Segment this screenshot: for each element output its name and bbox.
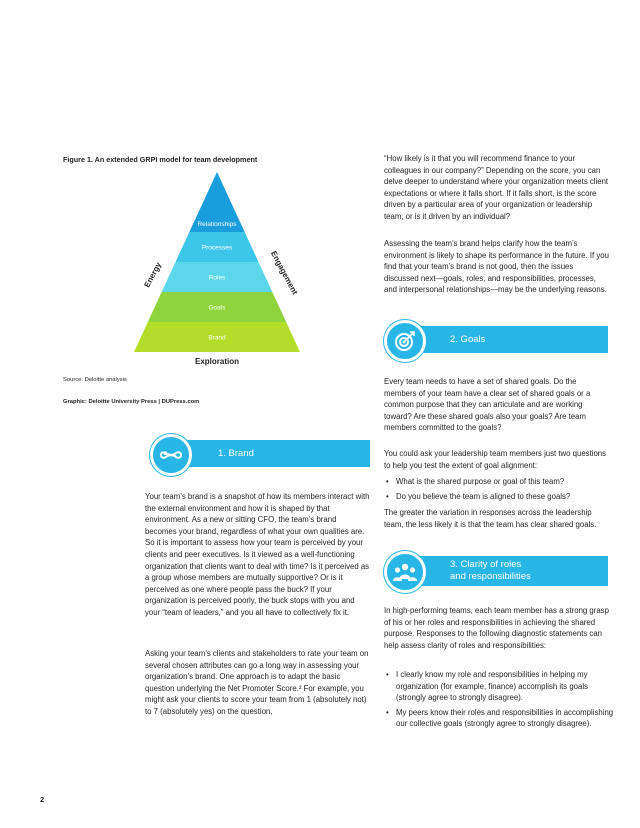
- list-item: • My peers know their roles and responsibilities in accomplishing our collective goals (strongly agree to strongly disagree).: [396, 707, 619, 730]
- goals-paragraph-3: The greater the variation in responses across the leadership team, the less likely it is that the team has clear shared goals.: [384, 508, 597, 529]
- page-number: 2: [40, 795, 45, 804]
- axis-label-exploration: Exploration: [194, 357, 240, 366]
- roles-paragraph-1: In high-performing teams, each team member has a strong grasp of his or her roles and responsibilities in achieving the shared purpose. Responses to the following diagnostic statements can help assess clarity of roles and responsibilities:: [384, 606, 609, 650]
- figure-source: Source: Deloitte analysis: [63, 377, 127, 383]
- pyramid-label-processes: Processes: [201, 244, 233, 252]
- brand-continued-paragraph: “How likely is it that you will recommend finance to your colleagues in our company?” Depending on the score, you can delve deeper to understand where your organization meets client expectations or where it falls short. If it falls short, is the score driven by a particular area of your organization or leadership team, or is it driven by an individual?: [384, 154, 609, 221]
- brand-assessment-paragraph: Assessing the team’s brand helps clarify how the team’s environment is likely to shape its performance in the future. If you find that your team’s brand is not good, then the issues discussed next—goals, roles, and responsibilities, processes, and interpersonal relationships—may be the underlying reasons.: [384, 239, 609, 295]
- brand-heading: 1. Brand: [218, 448, 254, 459]
- goals-banner: [398, 326, 608, 353]
- infinity-icon: [159, 448, 183, 462]
- roles-icon-circle: [384, 551, 426, 593]
- pyramid-label-relationships: Relationships: [197, 221, 237, 228]
- goals-bullet-list: [386, 476, 619, 505]
- goals-icon-circle: [384, 320, 426, 362]
- pyramid-label-brand: Brand: [208, 334, 226, 342]
- figure-title: Figure 1. An extended GRPI model for team development: [63, 155, 258, 164]
- team-icon: [392, 561, 418, 583]
- goals-paragraph-1: Every team needs to have a set of shared goals. Do the members of your team have a clear set of shared goals or a common purpose that they can articulate and are working toward? Are these shared goals also your goals? Are team members committed to the goals?: [384, 377, 591, 433]
- axis-label-energy: Energy: [142, 260, 164, 289]
- axis-label-engagement: Engagement: [268, 249, 300, 297]
- roles-bullet-list: [386, 669, 619, 733]
- pyramid-label-roles: Roles: [208, 274, 226, 282]
- brand-paragraph-1: Your team’s brand is a snapshot of how its members interact with the external environment and how it is shaped by that environment. As a new or sitting CFO, the team’s brand becomes your brand, regardless of what your own qualities are. So it is important to assess how your team is perceived by your clients and peer executives. Is it viewed as a well-functioning organization that clients want to deal with time? Is it perceived as a group whose members are mutually supportive? Or is it perceived as one where people pass the buck? If your organization is perceived poorly, the buck stops with you and your “team of leaders,” and you all have to collectively fix it.: [145, 492, 370, 617]
- brand-paragraph-2: Asking your team’s clients and stakeholders to rate your team on several chosen attributes can go a long way in assessing your organization’s brand. One approach is to adapt the basic question underlying the Net Promoter Score.² For example, you might ask your clients to score your team from 1 (absolutely not) to 7 (absolutely yes) on the question,: [145, 649, 369, 716]
- roles-heading-line-2: and responsibilities: [450, 571, 531, 582]
- list-item: • Do you believe the team is aligned to these goals?: [396, 491, 619, 503]
- pyramid-label-goals: Goals: [208, 304, 226, 312]
- goals-paragraph-2: You could ask your leadership team members just two questions to help you test the extent of goal alignment:: [384, 449, 607, 470]
- figure-graphic-credit: Graphic: Deloitte University Press | DUPress.com: [63, 399, 200, 405]
- grpi-pyramid: [110, 168, 310, 368]
- roles-heading-line-1: 3. Clarity of roles: [450, 559, 522, 570]
- target-icon: [393, 329, 417, 353]
- list-item: • I clearly know my role and responsibilities in helping my organization (for example, finance) accomplish its goals (strongly agree to strongly disagree).: [396, 669, 619, 704]
- goals-heading: 2. Goals: [450, 334, 486, 345]
- list-item: • What is the shared purpose or goal of this team?: [396, 476, 619, 488]
- brand-icon-circle: [150, 434, 192, 476]
